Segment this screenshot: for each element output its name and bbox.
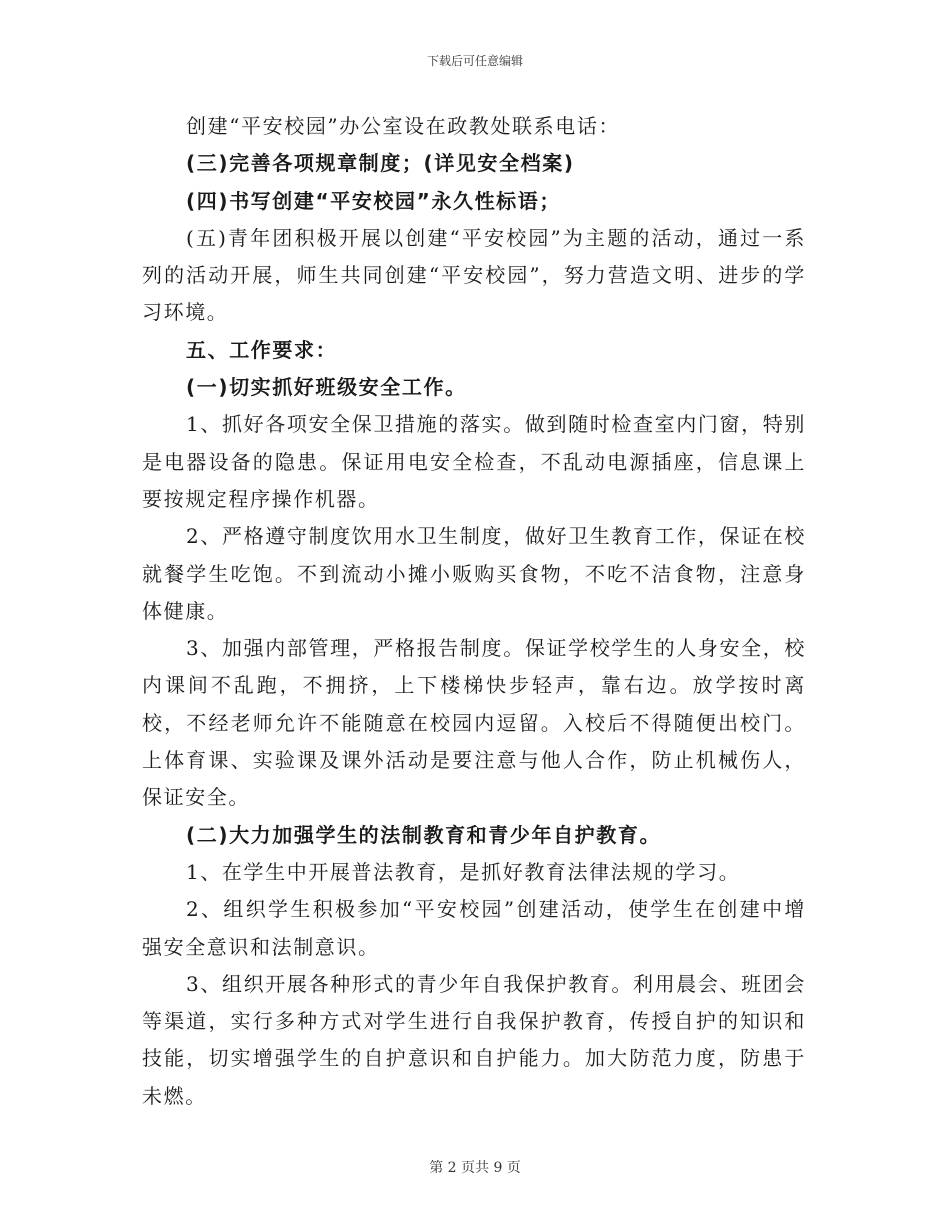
paragraph-self-protection: 3、组织开展各种形式的青少年自我保护教育。利用晨会、班团会等渠道，实行多种方式对学生进行自我保护教育，传授自护的知识和技能，切实增强学生的自护意识和自护能力。加大防范力度，防患于未燃。 — [142, 971, 806, 1108]
page-header: 下载后可任意编辑 — [426, 54, 523, 68]
page-footer: 第 2 页共 9 页 — [429, 1160, 521, 1176]
paragraph-campus-activity: 2、组织学生积极参加“平安校园”创建活动，使学生在创建中增强安全意识和法制意识。 — [142, 897, 806, 959]
heading-work-requirements: 五、工作要求： — [186, 337, 338, 362]
paragraph-safety-measures: 1、抓好各项安全保卫措施的落实。做到随时检查室内门窗，特别是电器设备的隐患。保证用电安全检查，不乱动电源插座，信息课上要按规定程序操作机器。 — [142, 412, 806, 511]
paragraph-office-contact: 创建“平安校园”办公室设在政教处联系电话： — [186, 114, 621, 138]
paragraph-law-popularization: 1、在学生中开展普法教育，是抓好教育法律法规的学习。 — [186, 859, 741, 884]
document-body — [142, 108, 806, 1115]
heading-rules-system: (三)完善各项规章制度；(详见安全档案) — [186, 151, 575, 176]
heading-class-safety: (一)切实抓好班级安全工作。 — [186, 375, 467, 400]
paragraph-internal-management: 3、加强内部管理，严格报告制度。保证学校学生的人身安全，校内课间不乱跑，不拥挤，上下楼梯快步轻声，靠右边。放学按时离校，不经老师允许不能随意在校园内逗留。入校后不得随便出校门。上体育课、实验课及课外活动是要注意与他人合作，防止机械伤人，保证安全。 — [142, 636, 806, 810]
heading-legal-education: (二)大力加强学生的法制教育和青少年自护教育。 — [186, 822, 662, 847]
paragraph-water-hygiene: 2、严格遵守制度饮用水卫生制度，做好卫生教育工作，保证在校就餐学生吃饱。不到流动小摊小贩购买食物，不吃不洁食物，注意身体健康。 — [142, 524, 806, 623]
paragraph-youth-league: (五)青年团积极开展以创建“平安校园”为主题的活动，通过一系列的活动开展，师生共同创建“平安校园”，努力营造文明、进步的学习环境。 — [142, 225, 806, 325]
heading-slogans: (四)书写创建“平安校园”永久性标语； — [186, 188, 561, 213]
